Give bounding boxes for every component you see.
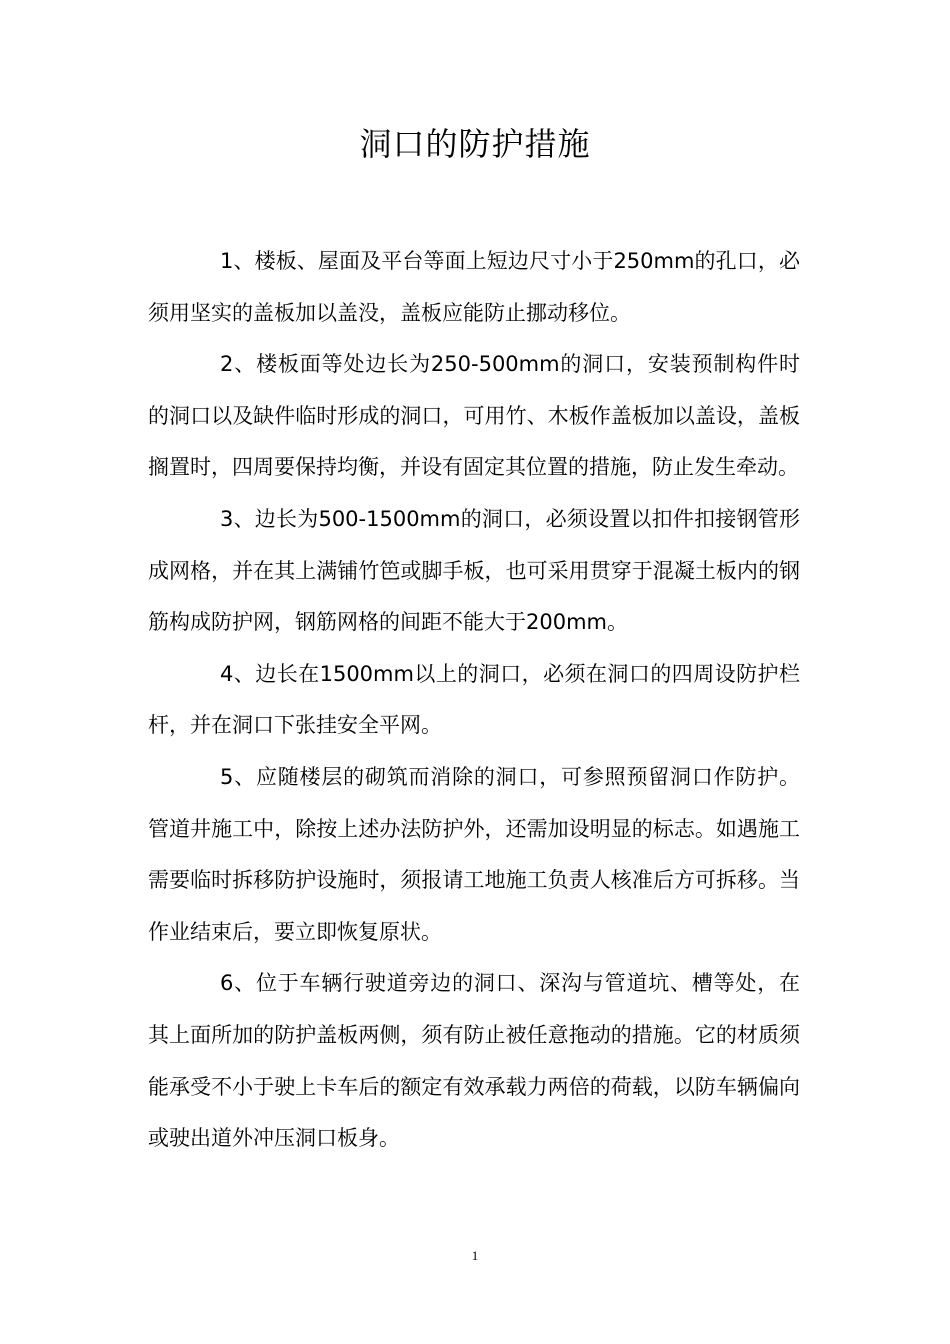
page-number: 1 bbox=[471, 1248, 479, 1263]
page-title: 洞口的防护措施 bbox=[359, 125, 591, 163]
paragraph-4: 4、边长在1500mm以上的洞口，必须在洞口的四周设防护栏杆，并在洞口下张挂安全平网。 bbox=[148, 661, 800, 738]
paragraph-1: 1、楼板、屋面及平台等面上短边尺寸小于250mm的孔口，必须用坚实的盖板加以盖没，盖板应能防止挪动移位。 bbox=[148, 249, 800, 325]
paragraph-5: 5、应随楼层的砌筑而消除的洞口，可参照预留洞口作防护。管道井施工中，除按上述办法防护外，还需加设明显的标志。如遇施工需要临时拆移防护设施时，须报请工地施工负责人核准后方可拆移。当作业结束后，要立即恢复原状。 bbox=[148, 764, 800, 944]
paragraph-6: 6、位于车辆行驶道旁边的洞口、深沟与管道坑、槽等处，在其上面所加的防护盖板两侧，须有防止被任意拖动的措施。它的材质须能承受不小于驶上卡车后的额定有效承载力两倍的荷载，以防车辆偏向或驶出道外冲压洞口板身。 bbox=[148, 971, 800, 1151]
paragraph-3: 3、边长为500-1500mm的洞口，必须设置以扣件扣接钢管形成网格，并在其上满铺竹笆或脚手板，也可采用贯穿于混凝土板内的钢筋构成防护网，钢筋网格的间距不能大于200mm。 bbox=[148, 506, 800, 635]
paragraph-2: 2、楼板面等处边长为250-500mm的洞口，安装预制构件时的洞口以及缺件临时形成的洞口，可用竹、木板作盖板加以盖设，盖板搁置时，四周要保持均衡，并设有固定其位置的措施，防止发生牵动。 bbox=[148, 352, 800, 480]
document-body bbox=[148, 236, 800, 1165]
